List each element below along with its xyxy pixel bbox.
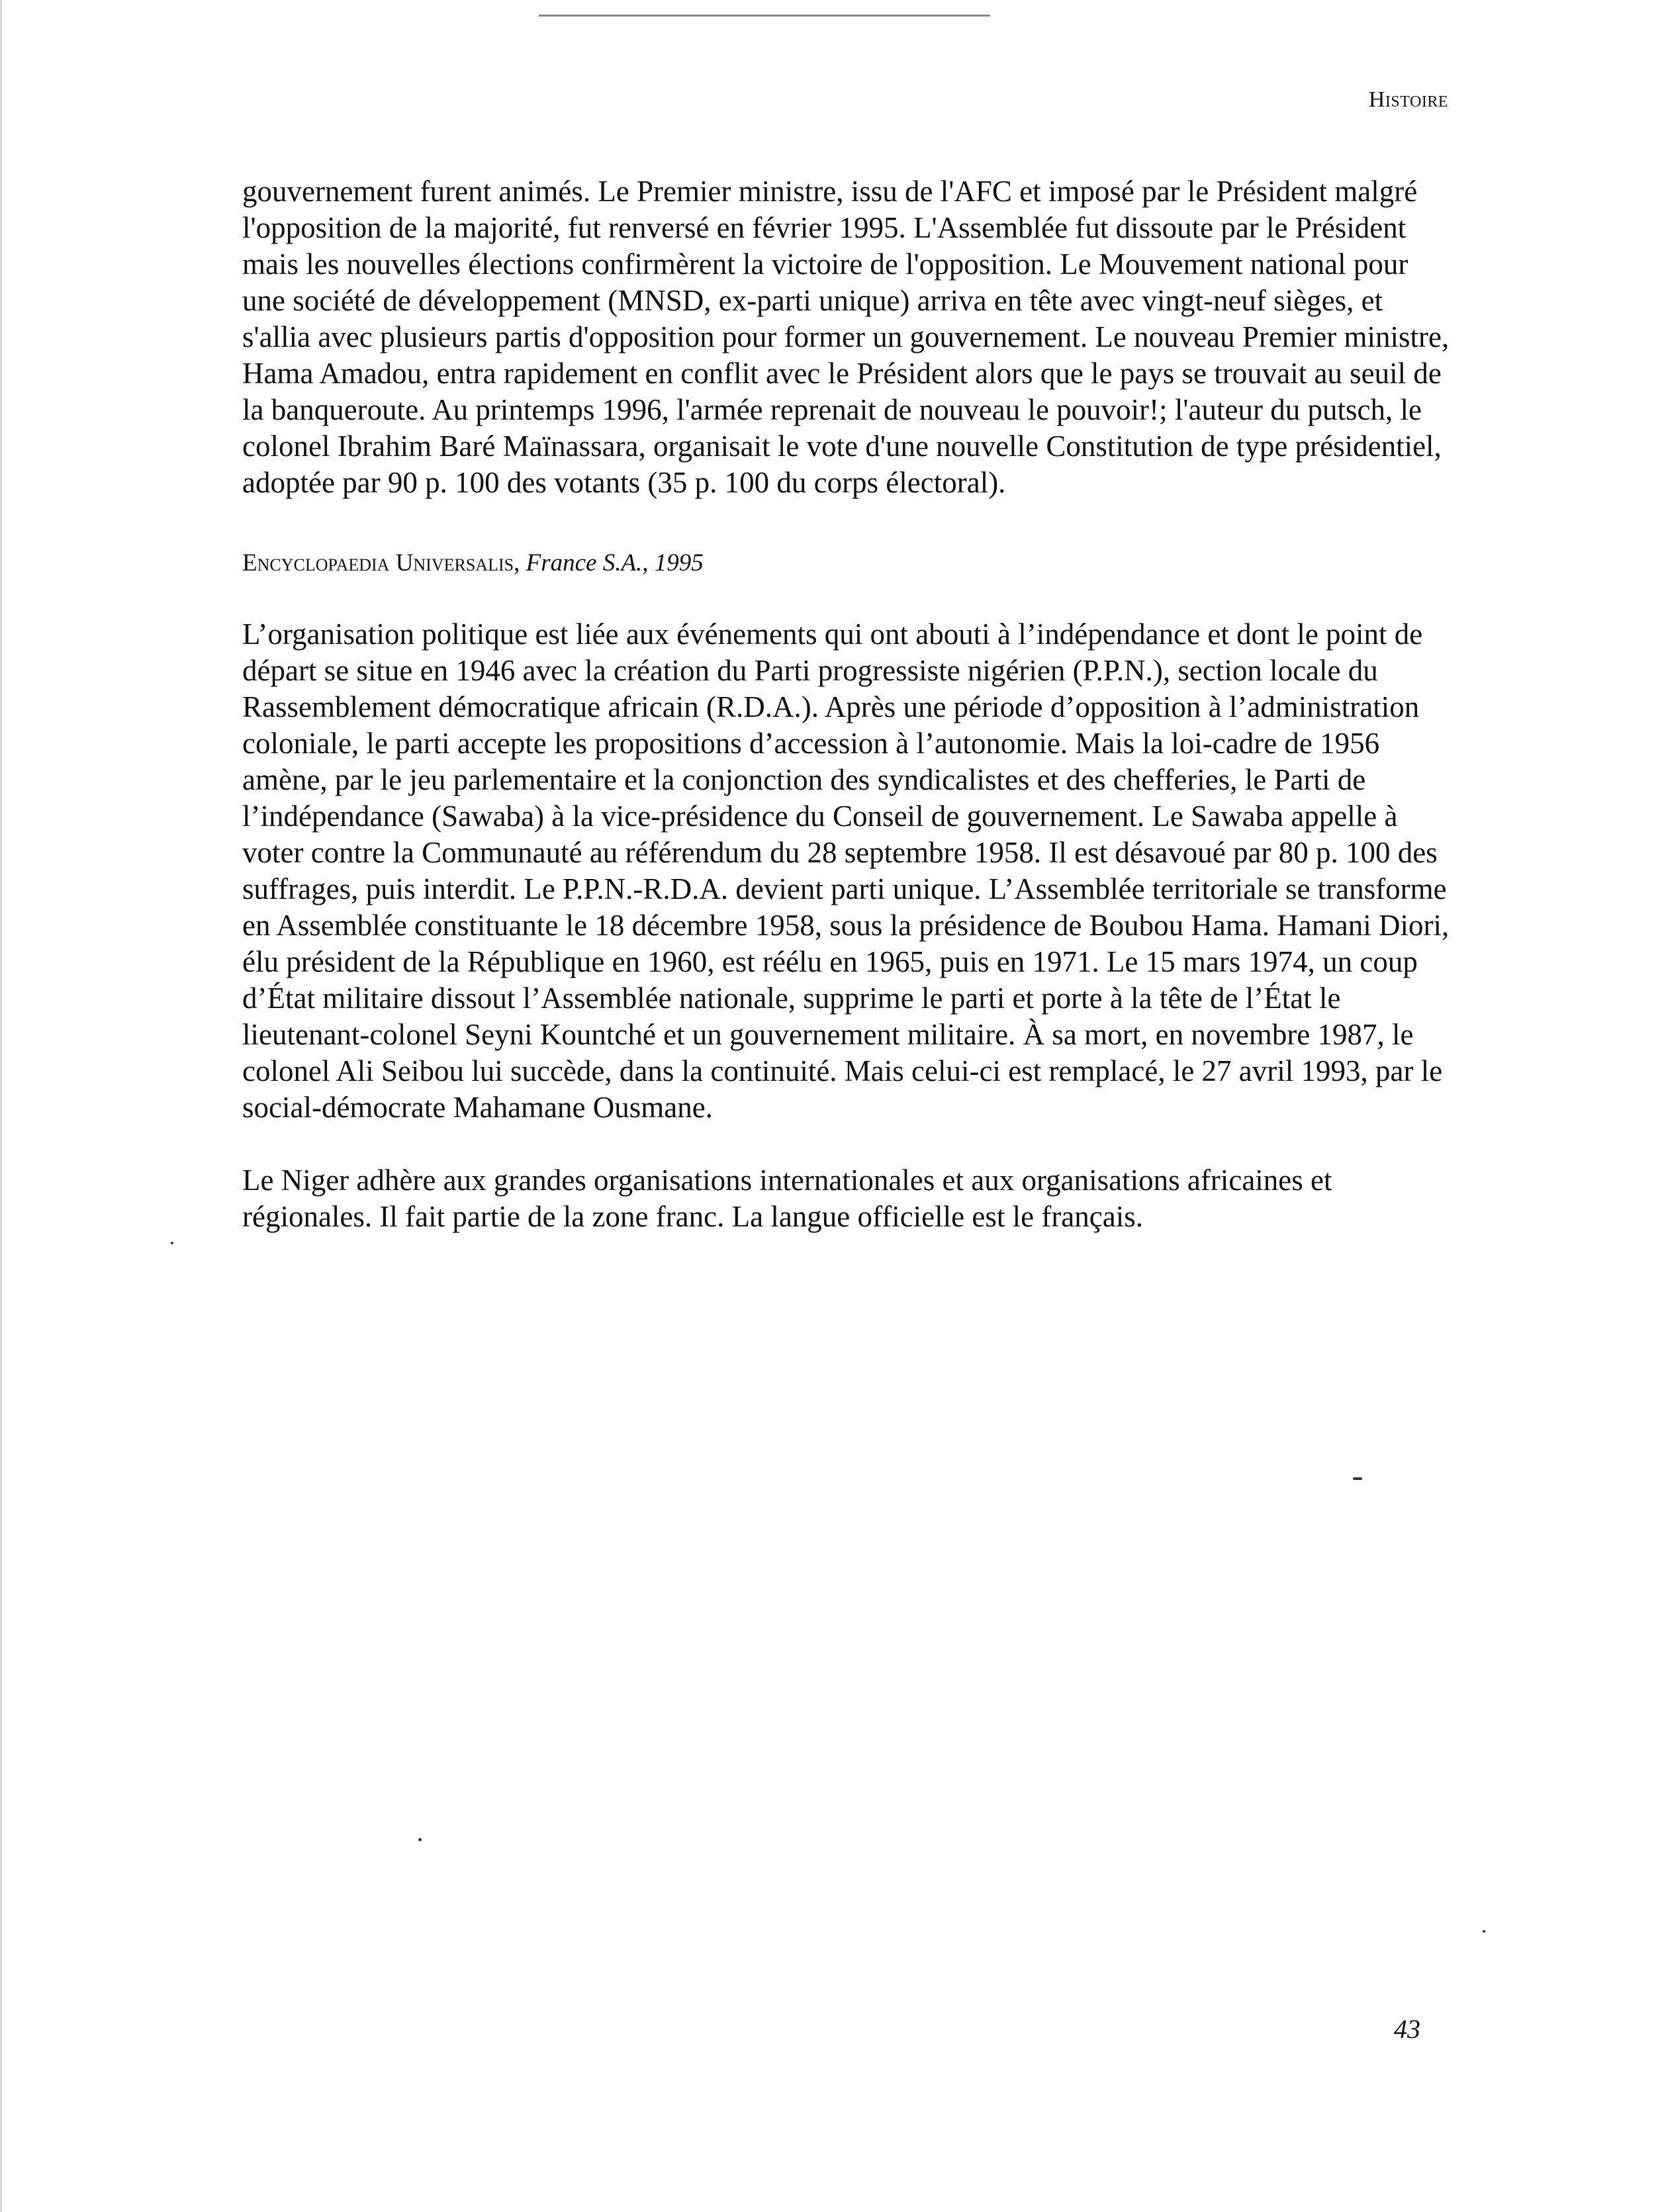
scan-speck [171, 1242, 173, 1244]
page-edge [0, 0, 2, 2212]
paragraph-3: Le Niger adhère aux grandes organisations internationales et aux organisations africaines et régionales. Il fait partie de la zone franc. La langue officielle est le français. [242, 1164, 1332, 1233]
top-rule [539, 15, 990, 17]
paragraph-1: gouvernement furent animés. Le Premier ministre, issu de l'AFC et imposé par le Président malgré l'opposition de la majorité, fut renversé en février 1995. L'Assemblée fut dissoute par le Président mais les nouvelles élections confirmèrent la victoire de l'opposition. Le Mouvement national pour une société de développement (MNSD, ex-parti unique) arriva en tête avec vingt-neuf sièges, et s'allia avec plusieurs partis d'opposition pour former un gouvernement. Le nouveau Premier ministre, Hama Amadou, entra rapidement en conflit avec le Président alors que le pays se trouvait au seuil de la banqueroute. Au printemps 1996, l'armée reprenait de nouveau le pouvoir!; l'auteur du putsch, le colonel Ibrahim Baré Maïnassara, organisait le vote d'une nouvelle Constitution de type présidentiel, adoptée par 90 p. 100 des votants (35 p. 100 du corps électoral). [242, 175, 1450, 499]
source-citation [242, 547, 1453, 579]
scan-speck [1483, 1930, 1485, 1933]
source-publication: Encyclopaedia Universalis, [242, 549, 520, 576]
page-number: 43 [1394, 2014, 1420, 2044]
paragraph-2: L’organisation politique est liée aux événements qui ont abouti à l’indépendance et dont le point de départ se situe en 1946 avec la création du Parti progressiste nigérien (P.P.N.), section locale du Rassemblement démocratique africain (R.D.A.). Après une période d’opposition à l’administration coloniale, le parti accepte les propositions d’accession à l’autonomie. Mais la loi-cadre de 1956 amène, par le jeu parlementaire et la conjonction des syndicalistes et des chefferies, le Parti de l’indépendance (Sawaba) à la vice-présidence du Conseil de gouvernement. Le Sawaba appelle à voter contre la Communauté au référendum du 28 septembre 1958. Il est désavoué par 80 p. 100 des suffrages, puis interdit. Le P.P.N.-R.D.A. devient parti unique. L’Assemblée territoriale se transforme en Assemblée constituante le 18 décembre 1958, sous la présidence de Boubou Hama. Hamani Diori, élu président de la République en 1960, est réélu en 1965, puis en 1971. Le 15 mars 1974, un coup d’État militaire dissout l’Assemblée nationale, supprime le parti et porte à la tête de l’État le lieutenant-colonel Seyni Kountché et un gouvernement militaire. À sa mort, en novembre 1987, le colonel Ali Seibou lui succède, dans la continuité. Mais celui-ci est remplacé, le 27 avril 1993, par le social-démocrate Mahamane Ousmane. [242, 618, 1450, 1124]
scan-speck [1353, 1477, 1362, 1480]
page-body [242, 173, 1453, 1235]
running-header: Histoire [1368, 87, 1448, 112]
source-publisher-year: France S.A., 1995 [526, 549, 704, 576]
scan-speck [418, 1838, 422, 1841]
